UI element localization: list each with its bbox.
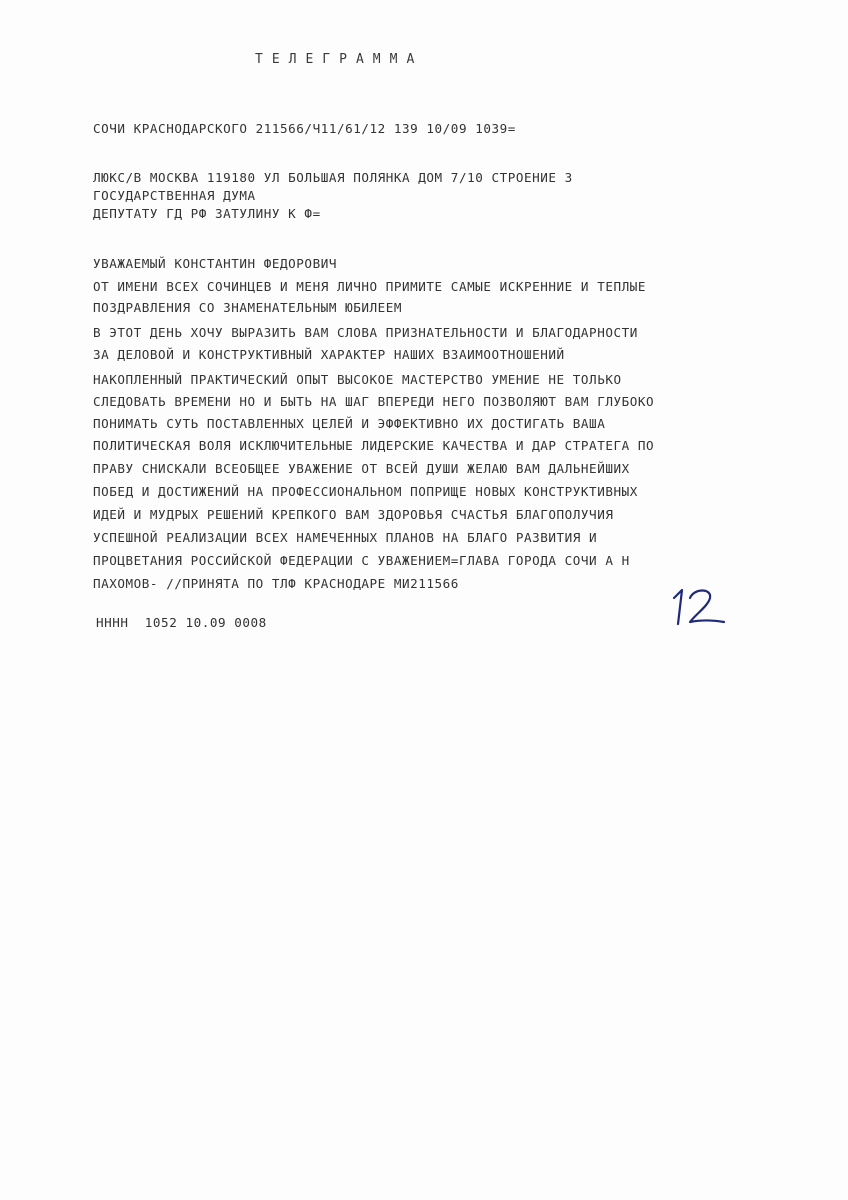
body-line: ОТ ИМЕНИ ВСЕХ СОЧИНЦЕВ И МЕНЯ ЛИЧНО ПРИМИТЕ САМЫЕ ИСКРЕННИЕ И ТЕПЛЫЕ [93, 279, 646, 294]
body-line: ЗА ДЕЛОВОЙ И КОНСТРУКТИВНЫЙ ХАРАКТЕР НАШИХ ВЗАИМООТНОШЕНИЙ [93, 347, 565, 362]
address-line-2: ГОСУДАРСТВЕННАЯ ДУМА [93, 188, 256, 203]
body-line: СЛЕДОВАТЬ ВРЕМЕНИ НО И БЫТЬ НА ШАГ ВПЕРЕДИ НЕГО ПОЗВОЛЯЮТ ВАМ ГЛУБОКО [93, 394, 655, 409]
telegram-footer: НННН 1052 10.09 0008 [96, 615, 267, 630]
document-title: ТЕЛЕГРАММА [255, 52, 424, 67]
body-line: В ЭТОТ ДЕНЬ ХОЧУ ВЫРАЗИТЬ ВАМ СЛОВА ПРИЗНАТЕЛЬНОСТИ И БЛАГОДАРНОСТИ [93, 325, 638, 340]
body-line: НАКОПЛЕННЫЙ ПРАКТИЧЕСКИЙ ОПЫТ ВЫСОКОЕ МАСТЕРСТВО УМЕНИЕ НЕ ТОЛЬКО [93, 372, 622, 387]
handwritten-page-number [668, 584, 728, 630]
signature-line: ПАХОМОВ- //ПРИНЯТА ПО ТЛФ КРАСНОДАРЕ МИ211566 [93, 576, 459, 591]
body-line: ПОЛИТИЧЕСКАЯ ВОЛЯ ИСКЛЮЧИТЕЛЬНЫЕ ЛИДЕРСКИЕ КАЧЕСТВА И ДАР СТРАТЕГА ПО [93, 438, 655, 453]
telegram-header: СОЧИ КРАСНОДАРСКОГО 211566/Ч11/61/12 139 10/09 1039= [93, 121, 516, 136]
body-line: ПОЗДРАВЛЕНИЯ СО ЗНАМЕНАТЕЛЬНЫМ ЮБИЛЕЕМ [93, 300, 403, 315]
address-line-1: ЛЮКС/В МОСКВА 119180 УЛ БОЛЬШАЯ ПОЛЯНКА ДОМ 7/10 СТРОЕНИЕ 3 [93, 170, 573, 185]
body-line: ПРОЦВЕТАНИЯ РОССИЙСКОЙ ФЕДЕРАЦИИ С УВАЖЕНИЕМ=ГЛАВА ГОРОДА СОЧИ А Н [93, 553, 630, 568]
body-line: ПОНИМАТЬ СУТЬ ПОСТАВЛЕННЫХ ЦЕЛЕЙ И ЭФФЕКТИВНО ИХ ДОСТИГАТЬ ВАША [93, 416, 606, 431]
body-line: ИДЕЙ И МУДРЫХ РЕШЕНИЙ КРЕПКОГО ВАМ ЗДОРОВЬЯ СЧАСТЬЯ БЛАГОПОЛУЧИЯ [93, 507, 614, 522]
body-line: ПРАВУ СНИСКАЛИ ВСЕОБЩЕЕ УВАЖЕНИЕ ОТ ВСЕЙ ДУШИ ЖЕЛАЮ ВАМ ДАЛЬНЕЙШИХ [93, 461, 630, 476]
greeting-line: УВАЖАЕМЫЙ КОНСТАНТИН ФЕДОРОВИЧ [93, 256, 337, 271]
body-line: ПОБЕД И ДОСТИЖЕНИЙ НА ПРОФЕССИОНАЛЬНОМ ПОПРИЩЕ НОВЫХ КОНСТРУКТИВНЫХ [93, 484, 638, 499]
body-line: УСПЕШНОЙ РЕАЛИЗАЦИИ ВСЕХ НАМЕЧЕННЫХ ПЛАНОВ НА БЛАГО РАЗВИТИЯ И [93, 530, 598, 545]
address-line-3: ДЕПУТАТУ ГД РФ ЗАТУЛИНУ К Ф= [93, 206, 321, 221]
